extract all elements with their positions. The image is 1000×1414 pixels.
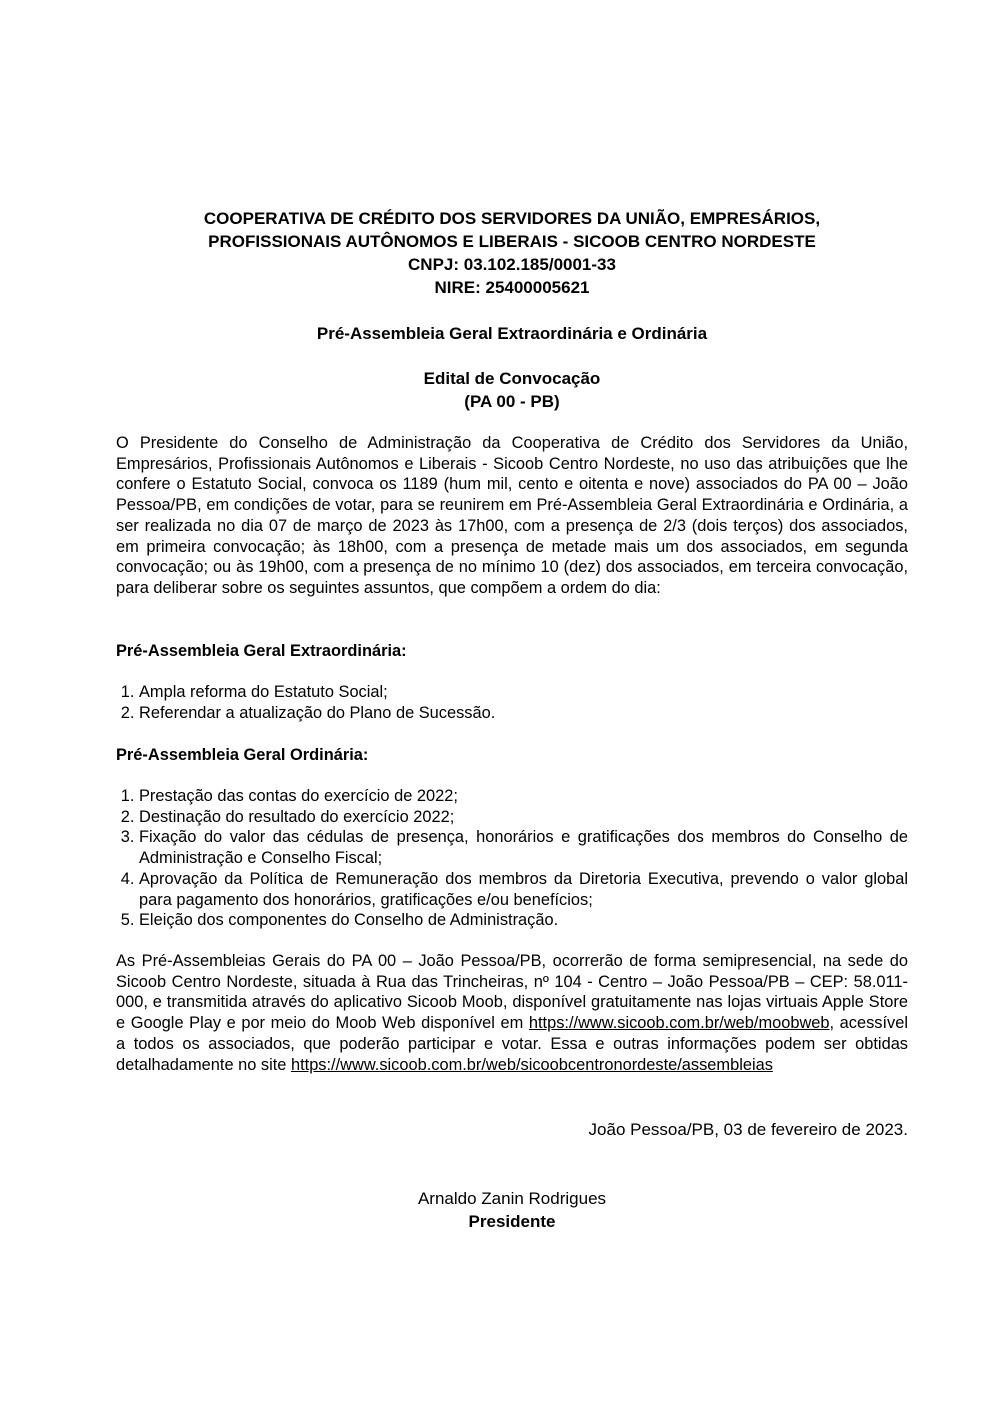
org-name-line1: COOPERATIVA DE CRÉDITO DOS SERVIDORES DA UNIÃO, EMPRESÁRIOS, xyxy=(203,209,821,228)
list-item: 2. Referendar a atualização do Plano de Sucessão. xyxy=(139,703,908,724)
ordinaria-heading: Pré-Assembleia Geral Ordinária: xyxy=(116,746,369,764)
list-item: 1. Ampla reforma do Estatuto Social; xyxy=(139,682,908,703)
list-item: 4. Aprovação da Política de Remuneração dos membros da Diretoria Executiva, prevendo o valor global para pagamento dos honorários, gratificações e/ou benefícios; xyxy=(139,869,908,910)
extraordinaria-list xyxy=(116,682,908,723)
list-item: 5. Eleição dos componentes do Conselho de Administração. xyxy=(139,910,908,931)
date-place: João Pessoa/PB, 03 de fevereiro de 2023. xyxy=(588,1120,908,1139)
edital-unit: (PA 00 - PB) xyxy=(464,392,560,411)
extraordinaria-heading: Pré-Assembleia Geral Extraordinária: xyxy=(116,642,407,660)
document-header xyxy=(116,207,908,299)
closing-paragraph xyxy=(116,951,908,1075)
signatory-name: Arnaldo Zanin Rodrigues xyxy=(417,1189,607,1208)
edital-title-block xyxy=(116,367,908,413)
nire: NIRE: 25400005621 xyxy=(434,278,590,297)
cnpj: CNPJ: 03.102.185/0001-33 xyxy=(408,255,616,274)
ordinaria-list xyxy=(116,786,908,931)
intro-paragraph: O Presidente do Conselho de Administração da Cooperativa de Crédito dos Servidores da União, Empresários, Profissionais Autônomos e Liberais - Sicoob Centro Nordeste, no uso das atribuições que lhe confere o Estatuto Social, convoca os 1189 (hum mil, cento e oitenta e nove) associados do PA 00 – João Pessoa/PB, em condições de votar, para se reunirem em Pré-Assembleia Geral Extraordinária e Ordinária, a ser realizada no dia 07 de março de 2023 às 17h00, com a presença de 2/3 (dois terços) dos associados, em primeira convocação; às 18h00, com a presença de metade mais um dos associados, em segunda convocação; ou às 19h00, com a presença de no mínimo 10 (dez) dos associados, em terceira convocação, para deliberar sobre os seguintes assuntos, que compõem a ordem do dia: xyxy=(116,434,908,597)
document-subtitle: Pré-Assembleia Geral Extraordinária e Ordinária xyxy=(316,324,708,343)
list-item: 3. Fixação do valor das cédulas de presença, honorários e gratificações dos membros do Conselho de Administração e Conselho Fiscal; xyxy=(139,827,908,868)
assembleias-link[interactable]: https://www.sicoob.com.br/web/sicoobcentronordeste/assembleias xyxy=(290,1055,773,1074)
org-name-line2: PROFISSIONAIS AUTÔNOMOS E LIBERAIS - SICOOB CENTRO NORDESTE xyxy=(208,232,816,251)
closing-text-2: , acessível a todos os associados, que poderão participar e votar. Essa e outras informações podem ser obtidas detalhadamente no site xyxy=(116,1014,908,1074)
moobweb-link[interactable]: https://www.sicoob.com.br/web/moobweb xyxy=(528,1014,830,1033)
closing-text-1: As Pré-Assembleias Gerais do PA 00 – João Pessoa/PB, ocorrerão de forma semipresencial, na sede do Sicoob Centro Nordeste, situada à Rua das Trincheiras, nº 104 - Centro – João Pessoa/PB – CEP: 58.011-000, e transmitida através do aplicativo Sicoob Moob, disponível gratuitamente nas lojas virtuais Apple Store e Google Play e por meio do Moob Web disponível em xyxy=(116,952,908,1033)
edital-title: Edital de Convocação xyxy=(423,369,601,388)
signatory-role: Presidente xyxy=(468,1212,556,1231)
list-item: 2. Destinação do resultado do exercício 2022; xyxy=(139,807,908,828)
list-item: 1. Prestação das contas do exercício de 2022; xyxy=(139,786,908,807)
signature-block xyxy=(312,1187,712,1233)
